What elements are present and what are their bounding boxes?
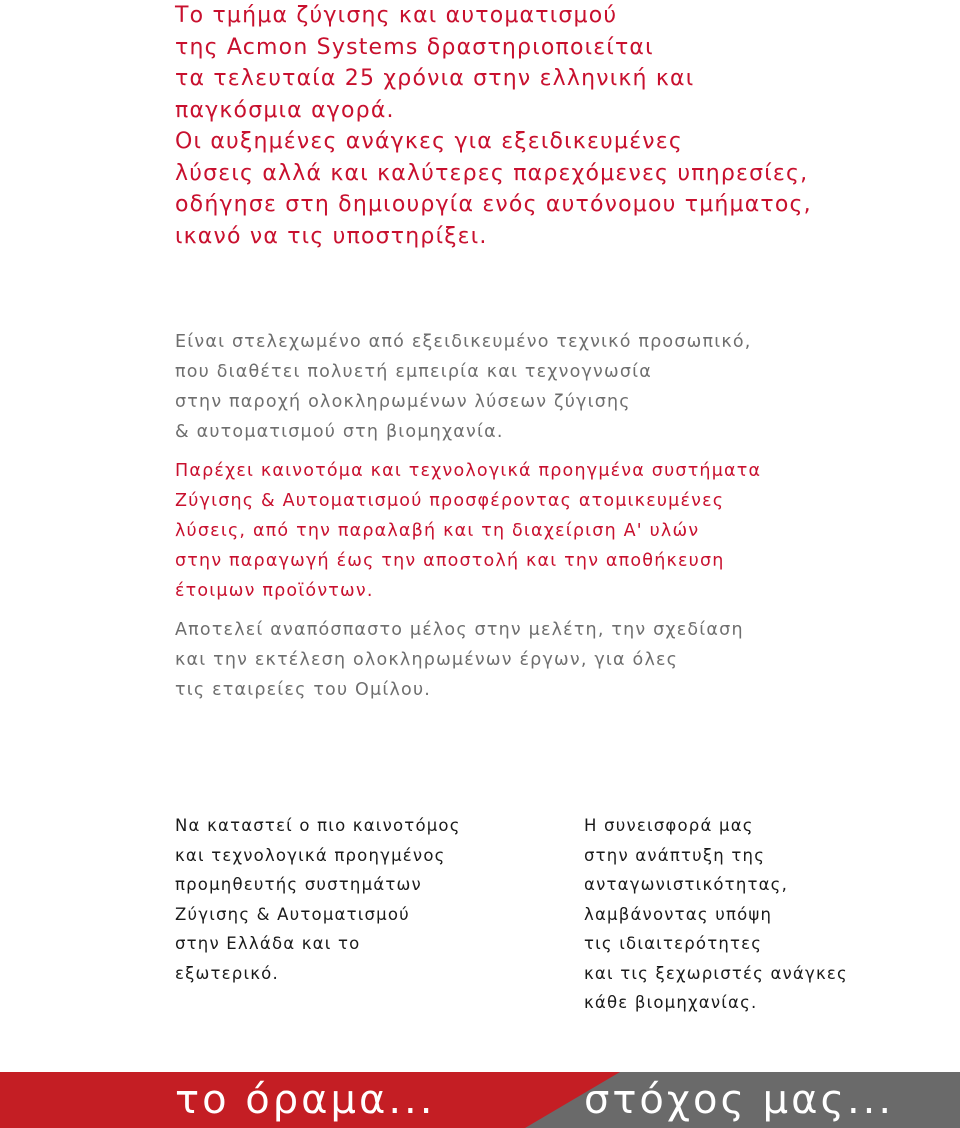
goal-line: λαμβάνοντας υπόψη [584,904,773,924]
member-paragraph [175,615,744,705]
goal-paragraph [584,811,848,1018]
intro-line: λύσεις αλλά και καλύτερες παρεχόμενες υπηρεσίες, [175,160,809,186]
goal-line: ανταγωνιστικότητας, [584,875,789,894]
intro-line: της Acmon Systems δραστηριοποιείται [175,34,654,60]
goal-line: τις ιδιαιτερότητες [584,934,763,953]
member-line: και την εκτέλεση ολοκληρωμένων έργων, για όλες [175,650,679,670]
offers-line: έτοιμων προϊόντων. [175,581,374,601]
vision-line: εξωτερικό. [175,963,279,983]
intro-line: παγκόσμια αγορά. [175,97,395,123]
intro-line: Οι αυξημένες ανάγκες για εξειδικευμένες [175,129,683,154]
offers-paragraph [175,456,761,606]
vision-line: Ζύγισης & Αυτοματισμού [175,904,410,924]
staff-line: στην παροχή ολοκληρωμένων λύσεων ζύγισης [175,392,631,412]
goal-title: στόχος μας... [584,1077,895,1123]
intro-line: οδήγησε στη δημιουργία ενός αυτόνομου τμήματος, [175,192,812,217]
staff-line: που διαθέτει πολυετή εμπειρία και τεχνογνωσία [175,362,653,382]
intro-line: Το τμήμα ζύγισης και αυτοματισμού [175,3,618,28]
offers-line: λύσεις, από την παραλαβή και τη διαχείριση Α' υλών [175,521,700,541]
staff-line: Είναι στελεχωμένο από εξειδικευμένο τεχνικό προσωπικό, [175,332,752,352]
staff-paragraph [175,327,752,447]
offers-line: στην παραγωγή έως την αποστολή και την αποθήκευση [175,551,725,571]
intro-line: ικανό να τις υποστηρίξει. [175,223,488,249]
vision-line: Να καταστεί ο πιο καινοτόμος [175,816,461,835]
staff-line: & αυτοματισμού στη βιομηχανία. [175,422,504,442]
goal-line: κάθε βιομηχανίας. [584,993,758,1012]
member-line: τις εταιρείες του Ομίλου. [175,680,432,700]
offers-line: Ζύγισης & Αυτοματισμού προσφέροντας ατομικευμένες [175,491,725,511]
intro-line: τα τελευταία 25 χρόνια στην ελληνική και [175,66,695,91]
vision-title: το όραμα... [175,1077,436,1123]
vision-paragraph [175,811,461,988]
vision-line: προμηθευτής συστημάτων [175,875,422,894]
vision-line: και τεχνολογικά προηγμένος [175,845,446,865]
goal-line: και τις ξεχωριστές ανάγκες [584,963,848,983]
offers-line: Παρέχει καινοτόμα και τεχνολογικά προηγμένα συστήματα [175,461,762,481]
vision-line: στην Ελλάδα και το [175,934,361,953]
member-line: Αποτελεί αναπόσπαστο μέλος στην μελέτη, την σχεδίαση [175,620,744,640]
goal-line: στην ανάπτυξη της [584,845,766,865]
goal-line: Η συνεισφορά μας [584,816,754,835]
intro-paragraph [175,0,812,252]
